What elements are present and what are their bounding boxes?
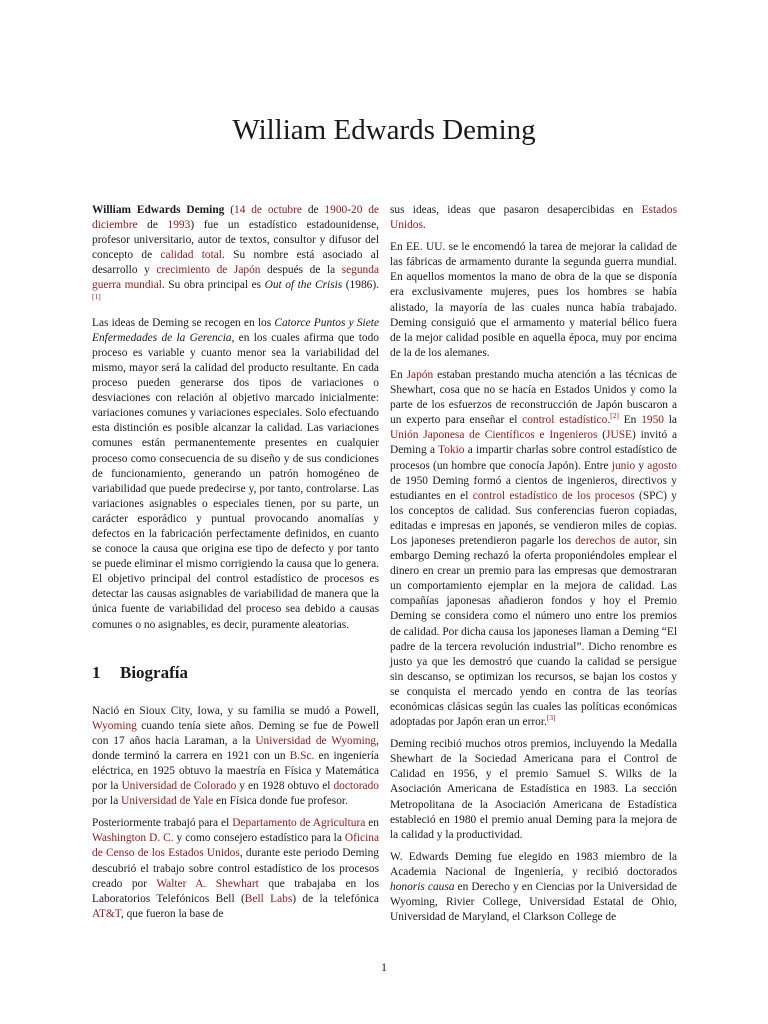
text: , donde terminó la carrera en 1921 con un <box>92 734 379 762</box>
text: en Derecho y en Ciencias por la Universidad de Wyoming, Rivier College, Universidad Estatal de Ohio, Universidad de Maryland, el Clarkson College de <box>390 881 677 924</box>
link-wyoming[interactable]: Wyoming <box>92 719 137 732</box>
link-att[interactable]: AT&T <box>92 907 121 920</box>
link-walter-shewhart[interactable]: Walter A. Shewhart <box>156 877 259 890</box>
honoris-causa: honoris causa <box>390 881 455 894</box>
continued-paragraph <box>390 203 677 233</box>
link-estados-unidos[interactable]: Estados Unidos <box>390 204 677 232</box>
text: , que fueron la base de <box>120 907 224 920</box>
text: de <box>301 204 325 216</box>
academy-paragraph <box>390 850 677 925</box>
text: y en 1928 obtuvo el <box>236 780 334 793</box>
ref-2[interactable]: [2] <box>610 411 619 421</box>
link-1993[interactable]: 1993 <box>167 219 191 232</box>
ref-3[interactable]: [3] <box>546 713 556 723</box>
text: En <box>618 414 642 427</box>
book-title: Out of the Crisis <box>264 279 343 292</box>
link-calidad-total[interactable]: calidad total <box>160 249 222 262</box>
text: - <box>347 204 351 216</box>
text: ( <box>224 204 234 216</box>
link-1950[interactable]: 1950 <box>641 414 664 427</box>
section-number: 1 <box>92 662 101 682</box>
text: Nació en Sioux City, Iowa, y su familia se mudó a Powell, <box>92 704 379 717</box>
text: sus ideas, ideas que pasaron desapercibidas en <box>390 204 642 216</box>
text: En <box>390 368 407 381</box>
text: , durante este periodo Deming descubrió el trabajo sobre control estadístico de los procesos creado por <box>92 847 379 890</box>
text: . Su obra principal es <box>161 279 265 292</box>
text: . <box>607 414 611 427</box>
link-control-estadistico[interactable]: control estadístico <box>522 414 608 427</box>
japan-paragraph <box>390 368 677 730</box>
link-universidad-wyoming[interactable]: Universidad de Wyoming <box>255 734 377 747</box>
intro-paragraph <box>92 203 379 309</box>
right-column <box>390 203 677 932</box>
text: que trabajaba en los Laboratorios Telefónicos Bell ( <box>92 877 379 905</box>
text: Posteriormente trabajó para el <box>92 817 233 830</box>
text: . <box>422 219 426 232</box>
ideas-paragraph <box>92 316 379 633</box>
text: la <box>663 414 677 427</box>
link-bsc[interactable]: B.Sc. <box>289 749 315 762</box>
link-crecimiento-japon[interactable]: crecimiento de Japón <box>156 264 261 277</box>
text: , sin embargo Deming rechazó la oferta proponiéndoles emplear el dinero en crear un premio para las empresas que demostraran un comportamiento ejemplar en la mejora de calidad. Las compañías japonesas añadieron fondos y hoy el Premio Deming se considera como el número uno entre los premios de calidad. Por dicha causa los japoneses llaman a Deming “El padre de la tercera revolución industrial”. Dicho renombre es justo ya que les demostró que cuando la calidad se persigue sin descanso, se optimizan los recursos, se bajan los costos y se conquista el mercado yendo en contra de las teorías económicas clásicas según las cuales las políticas económicas adoptadas por Japón eran un error. <box>390 534 678 729</box>
link-tokio[interactable]: Tokio <box>438 444 465 457</box>
text: ) de la telefónica <box>292 892 379 905</box>
section-heading-biografia <box>92 663 379 683</box>
page-title: William Edwards Deming <box>232 114 536 146</box>
text: estaban prestando mucha atención a las técnicas de Shewhart, cosa que no se hacía en Estados Unidos y como la parte de los esfuerzos de reconstrucción de Japón buscaron a un experto para enseñar el <box>390 368 677 427</box>
text: W. Edwards Deming fue elegido en 1983 miembro de la Academia Nacional de Ingeniería, y recibió doctorados <box>390 850 677 878</box>
text: por la <box>92 795 122 808</box>
text: en Física donde fue profesor. <box>213 795 348 808</box>
biography-paragraph-2 <box>92 816 379 922</box>
link-departamento-agricultura[interactable]: Departamento de Agricultura <box>232 817 366 830</box>
link-juse[interactable]: JUSE <box>606 429 632 442</box>
link-washington-dc[interactable]: Washington D. C. <box>92 832 174 845</box>
link-bell-labs[interactable]: Bell Labs <box>244 892 293 905</box>
link-oficina-censo[interactable]: Oficina de Censo de los Estados Unidos <box>92 832 379 860</box>
section-title: Biografía <box>120 662 188 682</box>
lead-name: William Edwards Deming <box>92 204 225 216</box>
awards-paragraph: Deming recibió muchos otros premios, incluyendo la Medalla Shewhart de la Sociedad Americana para el Control de Calidad en 1956, y el premio Samuel S. Wilks de la Asociación Americana de Estadística en 1983. La sección Metropolitana de la Asociación Americana de Estadística estableció en 1980 el premio anual Deming para la mejora de la calidad y la productividad. <box>390 738 677 841</box>
link-universidad-yale[interactable]: Universidad de Yale <box>121 795 214 808</box>
text: , en los cuales afirma que todo proceso es variable y cuanto menor sea la variabilidad del mismo, mayor será la calidad del producto resultante. En cada proceso pueden generarse dos tipos de variaciones o desviaciones con relación al objetivo marcado inicialmente: variaciones comunes y variaciones especiales. Solo efectuando esta distinción es posible alcanzar la calidad. Las variaciones comunes están permanentemente presentes en cualquier proceso como consecuencia de su diseño y de sus condiciones de funcionamiento, generando un patrón homogéneo de variabilidad que puede predecirse y, por tanto, controlarse. Las variaciones asignables o especiales tienen, por su parte, un carácter esporádico y puntual provocando anomalías y defectos en la fabricación perfectamente definidos, en cuanto se conoce la causa que origina ese tipo de defecto y por tanto se puede eliminar el mismo corrigiendo la causa que lo genera. El objetivo principal del control estadístico de procesos es detectar las causas asignables de variabilidad de manera que la única fuente de variabilidad del proceso sea debido a causas comunes o no asignables, es decir, puramente aleatorias. <box>92 331 379 631</box>
text: en <box>365 817 380 830</box>
link-birth-date[interactable]: 14 de octubre <box>234 204 302 216</box>
text: . Su nombre está asociado al desarrollo y <box>92 249 379 277</box>
text: de <box>137 219 168 232</box>
text: en ingeniería eléctrica, en 1925 obtuvo la maestría en Física y Matemática por la <box>92 749 379 793</box>
text: y <box>635 459 648 472</box>
link-segunda-guerra[interactable]: segunda guerra mundial <box>92 264 379 292</box>
link-control-estadistico-procesos[interactable]: control estadístico de los procesos <box>472 489 635 502</box>
text: de 1950 Deming formó a cientos de ingenieros, directivos y estudiantes en el <box>390 474 677 502</box>
text: ( <box>597 429 607 442</box>
link-derechos-autor[interactable]: derechos de autor <box>575 534 657 547</box>
text: ) fue un estadístico estadounidense, profesor universitario, autor de textos, consultor y difusor del concepto de <box>92 219 380 262</box>
text: a impartir charlas sobre control estadístico de procesos (un hombre que conocía Japón). Entre <box>390 444 677 472</box>
biography-paragraph-1 <box>92 704 379 810</box>
text: después de la <box>260 264 342 277</box>
link-union-japonesa[interactable]: Unión Japonesa de Científicos e Ingenieros <box>390 429 598 442</box>
catorce-puntos-title: Catorce Puntos y Siete Enfermedades de la Gerencia <box>92 316 379 344</box>
text: Las ideas de Deming se recogen en los <box>92 316 275 329</box>
ref-1[interactable]: [1] <box>92 291 101 301</box>
link-death-date[interactable]: 20 de diciembre <box>92 204 379 232</box>
link-agosto[interactable]: agosto <box>647 459 678 472</box>
link-doctorado[interactable]: doctorado <box>333 780 379 793</box>
link-1900[interactable]: 1900 <box>324 204 348 216</box>
wartime-paragraph: En EE. UU. se le encomendó la tarea de mejorar la calidad de las fábricas de armamento durante la segunda guerra mundial. En aquellos momentos la mano de obra de la que se disponía era exclusivamente mujeres, pues los hombres se había alistado, la mayoría de las cuales nunca había trabajado. Deming consiguió que el armamento y material bélico fuera de la mejor calidad posible en aquella época, muy por encima de la de los alemanes. <box>390 241 677 359</box>
link-universidad-colorado[interactable]: Universidad de Colorado <box>121 780 237 793</box>
text: (1986). <box>342 279 379 292</box>
text: cuando tenía siete años. Deming se fue de Powell con 17 años hacia Laraman, a la <box>92 719 379 747</box>
text: (SPC) y los conceptos de calidad. Sus conferencias fueron copiadas, editadas e impresas en japonés, se vendieron miles de copias. Los japoneses pretendieron pagarle los <box>390 489 678 547</box>
text: ) invitó a Deming a <box>390 429 677 457</box>
left-column <box>92 203 379 929</box>
link-japon[interactable]: Japón <box>406 368 434 381</box>
text: y como consejero estadístico para la <box>173 832 345 845</box>
link-junio[interactable]: junio <box>611 459 636 472</box>
page-number: 1 <box>381 960 387 974</box>
